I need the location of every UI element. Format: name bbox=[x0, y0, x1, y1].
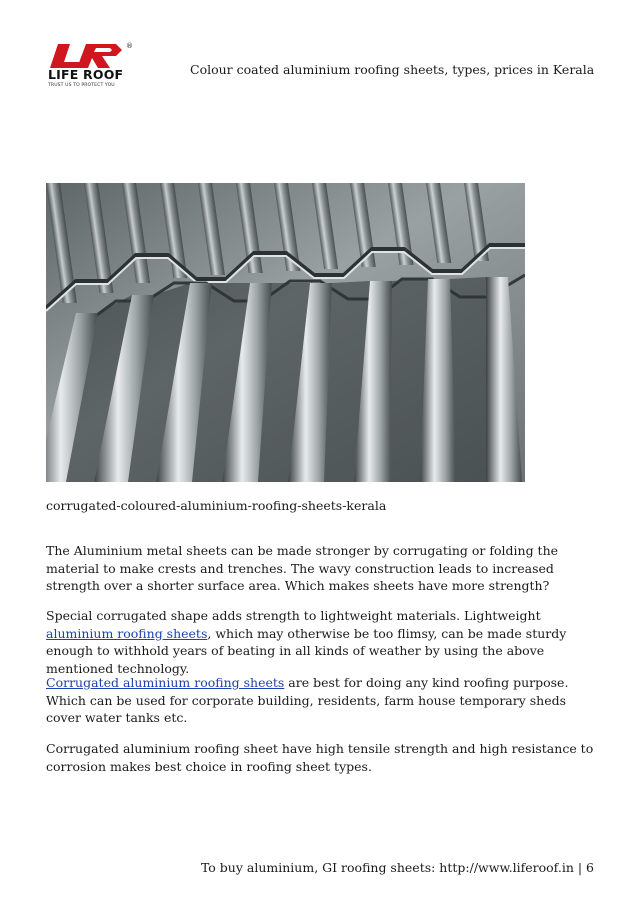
logo-brand-name: LIFE ROOF bbox=[48, 67, 124, 82]
figure-caption: corrugated-coloured-aluminium-roofing-sheets-kerala bbox=[46, 498, 387, 513]
paragraph-1: The Aluminium metal sheets can be made stronger by corrugating or folding the material to make crests and trenches. The wavy construction leads to increased strength over a shorter surface area. Which makes sheets have more strength? bbox=[46, 543, 559, 593]
paragraph-2 bbox=[46, 607, 594, 677]
liferoof-logo-mark-icon bbox=[50, 42, 124, 68]
company-logo bbox=[44, 42, 136, 92]
paragraph-2-text-end: , which may otherwise be too flimsy, can be made sturdy enough to withhold years of beating in all kinds of weather by using the above mentioned technology. bbox=[46, 625, 567, 676]
registered-mark: ® bbox=[126, 42, 133, 50]
corrugated-sheets-photo bbox=[46, 183, 525, 482]
logo-tagline: TRUST US TO PROTECT YOU bbox=[48, 83, 115, 88]
corrugated-metal-sheets-photo-icon bbox=[46, 183, 525, 482]
corrugated-aluminium-roofing-sheets-link[interactable]: Corrugated aluminium roofing sheets bbox=[46, 675, 285, 690]
paragraph-2-text-start: Special corrugated shape adds strength to lightweight materials. Lightweight bbox=[46, 608, 541, 623]
aluminium-roofing-sheets-link[interactable]: aluminium roofing sheets bbox=[46, 625, 208, 641]
paragraph-3 bbox=[46, 674, 594, 727]
page-footer: To buy aluminium, GI roofing sheets: http://www.liferoof.in | 6 bbox=[200, 860, 594, 875]
paragraph-3-text: are best for doing any kind roofing purpose. Which can be used for corporate building, residents, farm house temporary sheds cover water tanks etc. bbox=[46, 675, 569, 725]
header-title: Colour coated aluminium roofing sheets, types, prices in Kerala bbox=[190, 62, 595, 77]
paragraph-4: Corrugated aluminium roofing sheet have high tensile strength and high resistance to corrosion makes best choice in roofing sheet types. bbox=[46, 741, 594, 774]
